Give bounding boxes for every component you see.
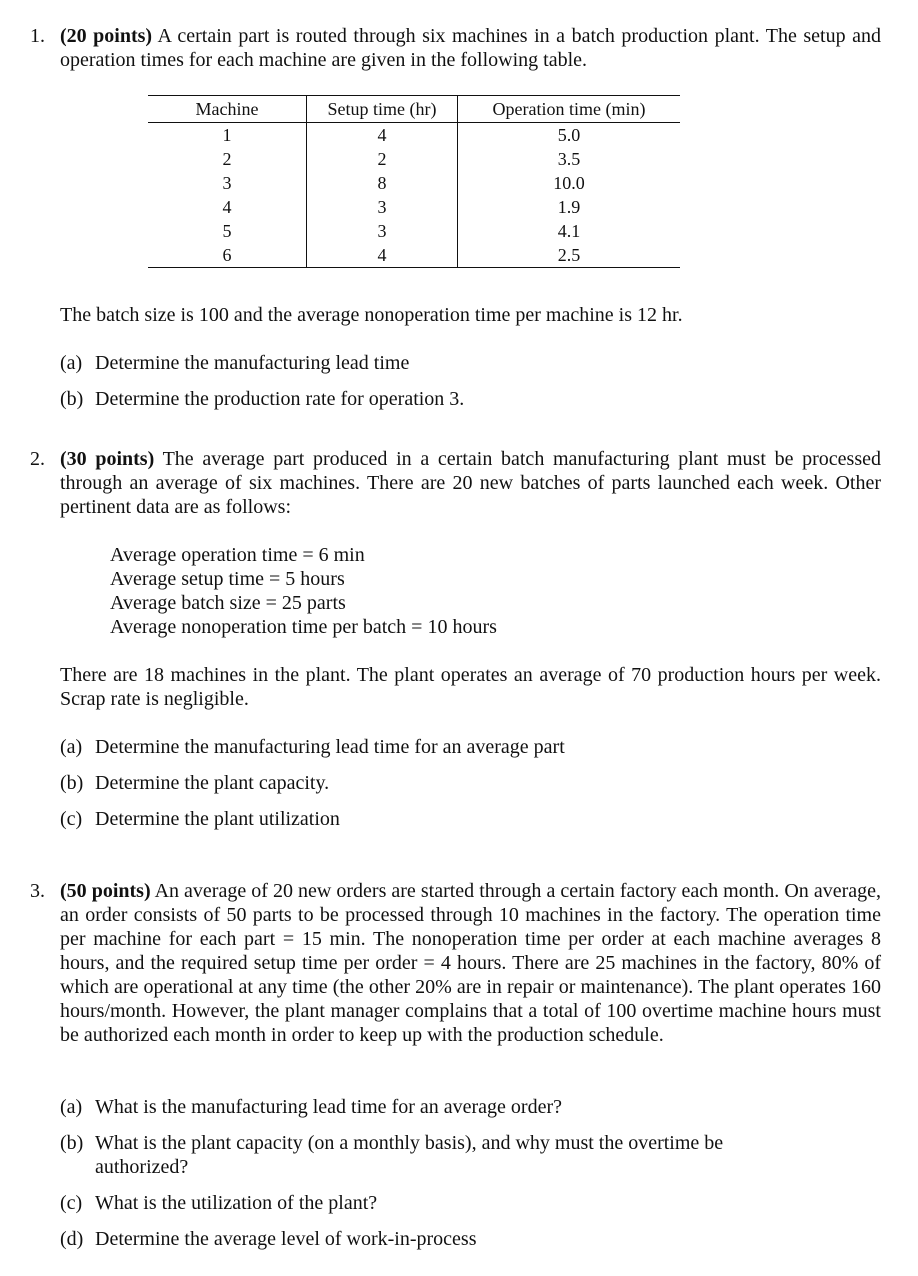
table-header-machine: Machine <box>148 96 307 123</box>
table-cell: 8 <box>307 171 458 195</box>
data-line: Average operation time = 6 min <box>110 544 365 566</box>
part-label: (a) <box>60 352 83 374</box>
part-text: What is the manufacturing lead time for an average order? <box>95 1096 563 1118</box>
part-text: Determine the manufacturing lead time <box>95 352 410 374</box>
data-line: Average batch size = 25 parts <box>110 592 346 614</box>
table-row <box>148 195 680 219</box>
part-label: (b) <box>60 388 84 410</box>
part-text: Determine the plant capacity. <box>95 772 330 794</box>
problem-1-number: 1. <box>30 25 45 47</box>
problem-3-text: An average of 20 new orders are started through a certain factory each month. On average, an order consists of 50 parts to be processed through 10 machines in the factory. The operation time per machine for each part = 15 min. The nonoperation time per order at each machine averages 8 hours, and the required setup time per order = 4 hours. There are 25 machines in the factory, 80% of which are operational at any time (the other 20% are in repair or maintenance). The plant operates 160 hours/month. However, the plant manager complains that a total of 100 overtime machine hours must be authorized each month in order to keep up with the production schedule. <box>60 880 881 1046</box>
table-row <box>148 171 680 195</box>
table-cell: 4.1 <box>557 221 581 241</box>
problem-1-points: (20 points) <box>60 25 153 47</box>
table-cell: 2.5 <box>458 243 681 268</box>
problem-1-statement <box>60 24 881 72</box>
table-cell: 6 <box>148 243 307 268</box>
problem-2-number: 2. <box>30 448 45 470</box>
part-text: Determine the production rate for operation 3. <box>95 388 465 410</box>
data-line: Average nonoperation time per batch = 10 hours <box>110 616 497 638</box>
problem-2-statement <box>60 447 881 519</box>
table-cell: 1 <box>148 123 307 148</box>
problem-3-number: 3. <box>30 880 45 902</box>
problem-1-note: The batch size is 100 and the average nonoperation time per machine is 12 hr. <box>60 304 683 326</box>
part-label: (b) <box>60 1132 84 1154</box>
part-label: (c) <box>60 808 83 830</box>
table-cell: 3 <box>148 171 307 195</box>
part-label: (c) <box>60 1192 83 1214</box>
part-label: (a) <box>60 1096 83 1118</box>
problem-2-note: There are 18 machines in the plant. The plant operates an average of 70 production hours per week. Scrap rate is negligible. <box>60 664 881 710</box>
problem-2-data <box>110 543 497 639</box>
table-row <box>148 147 680 171</box>
table-cell: 4 <box>148 195 307 219</box>
table-cell: 5.0 <box>557 125 581 145</box>
part-text: What is the plant capacity (on a monthly basis), and why must the overtime be authorized? <box>95 1132 724 1178</box>
table-header-operation-time: Operation time (min) <box>458 96 681 123</box>
table-cell: 4 <box>307 243 458 268</box>
table-row <box>148 243 680 268</box>
table-row <box>148 123 680 148</box>
part-text: Determine the manufacturing lead time for an average part <box>95 736 565 758</box>
problem-2-text: The average part produced in a certain batch manufacturing plant must be processed through an average of six machines. There are 20 new batches of parts launched each week. Other pertinent data are as follows: <box>60 448 881 518</box>
table-cell: 1.9 <box>557 197 581 217</box>
table-cell: 2 <box>148 147 307 171</box>
table-cell: 4 <box>307 123 458 148</box>
part-label: (d) <box>60 1228 84 1250</box>
part-label: (b) <box>60 772 84 794</box>
table-header-setup-time: Setup time (hr) <box>307 96 458 123</box>
table-cell: 2 <box>307 147 458 171</box>
table-cell: 10.0 <box>553 173 585 193</box>
table-cell: 3.5 <box>557 149 581 169</box>
data-line: Average setup time = 5 hours <box>110 568 345 590</box>
machine-table <box>148 95 680 268</box>
problem-3-points: (50 points) <box>60 880 151 902</box>
part-text: Determine the average level of work-in-process <box>95 1228 477 1250</box>
table-row <box>148 219 680 243</box>
table-cell: 3 <box>307 195 458 219</box>
table-header-row <box>148 96 680 123</box>
problem-1-text: A certain part is routed through six machines in a batch production plant. The setup and operation times for each machine are given in the following table. <box>60 25 881 71</box>
problem-2-points: (30 points) <box>60 448 155 470</box>
table-cell: 3 <box>307 219 458 243</box>
part-text: What is the utilization of the plant? <box>95 1192 378 1214</box>
problem-3-statement <box>60 879 881 1047</box>
part-label: (a) <box>60 736 83 758</box>
table-cell: 5 <box>148 219 307 243</box>
part-text: Determine the plant utilization <box>95 808 340 830</box>
